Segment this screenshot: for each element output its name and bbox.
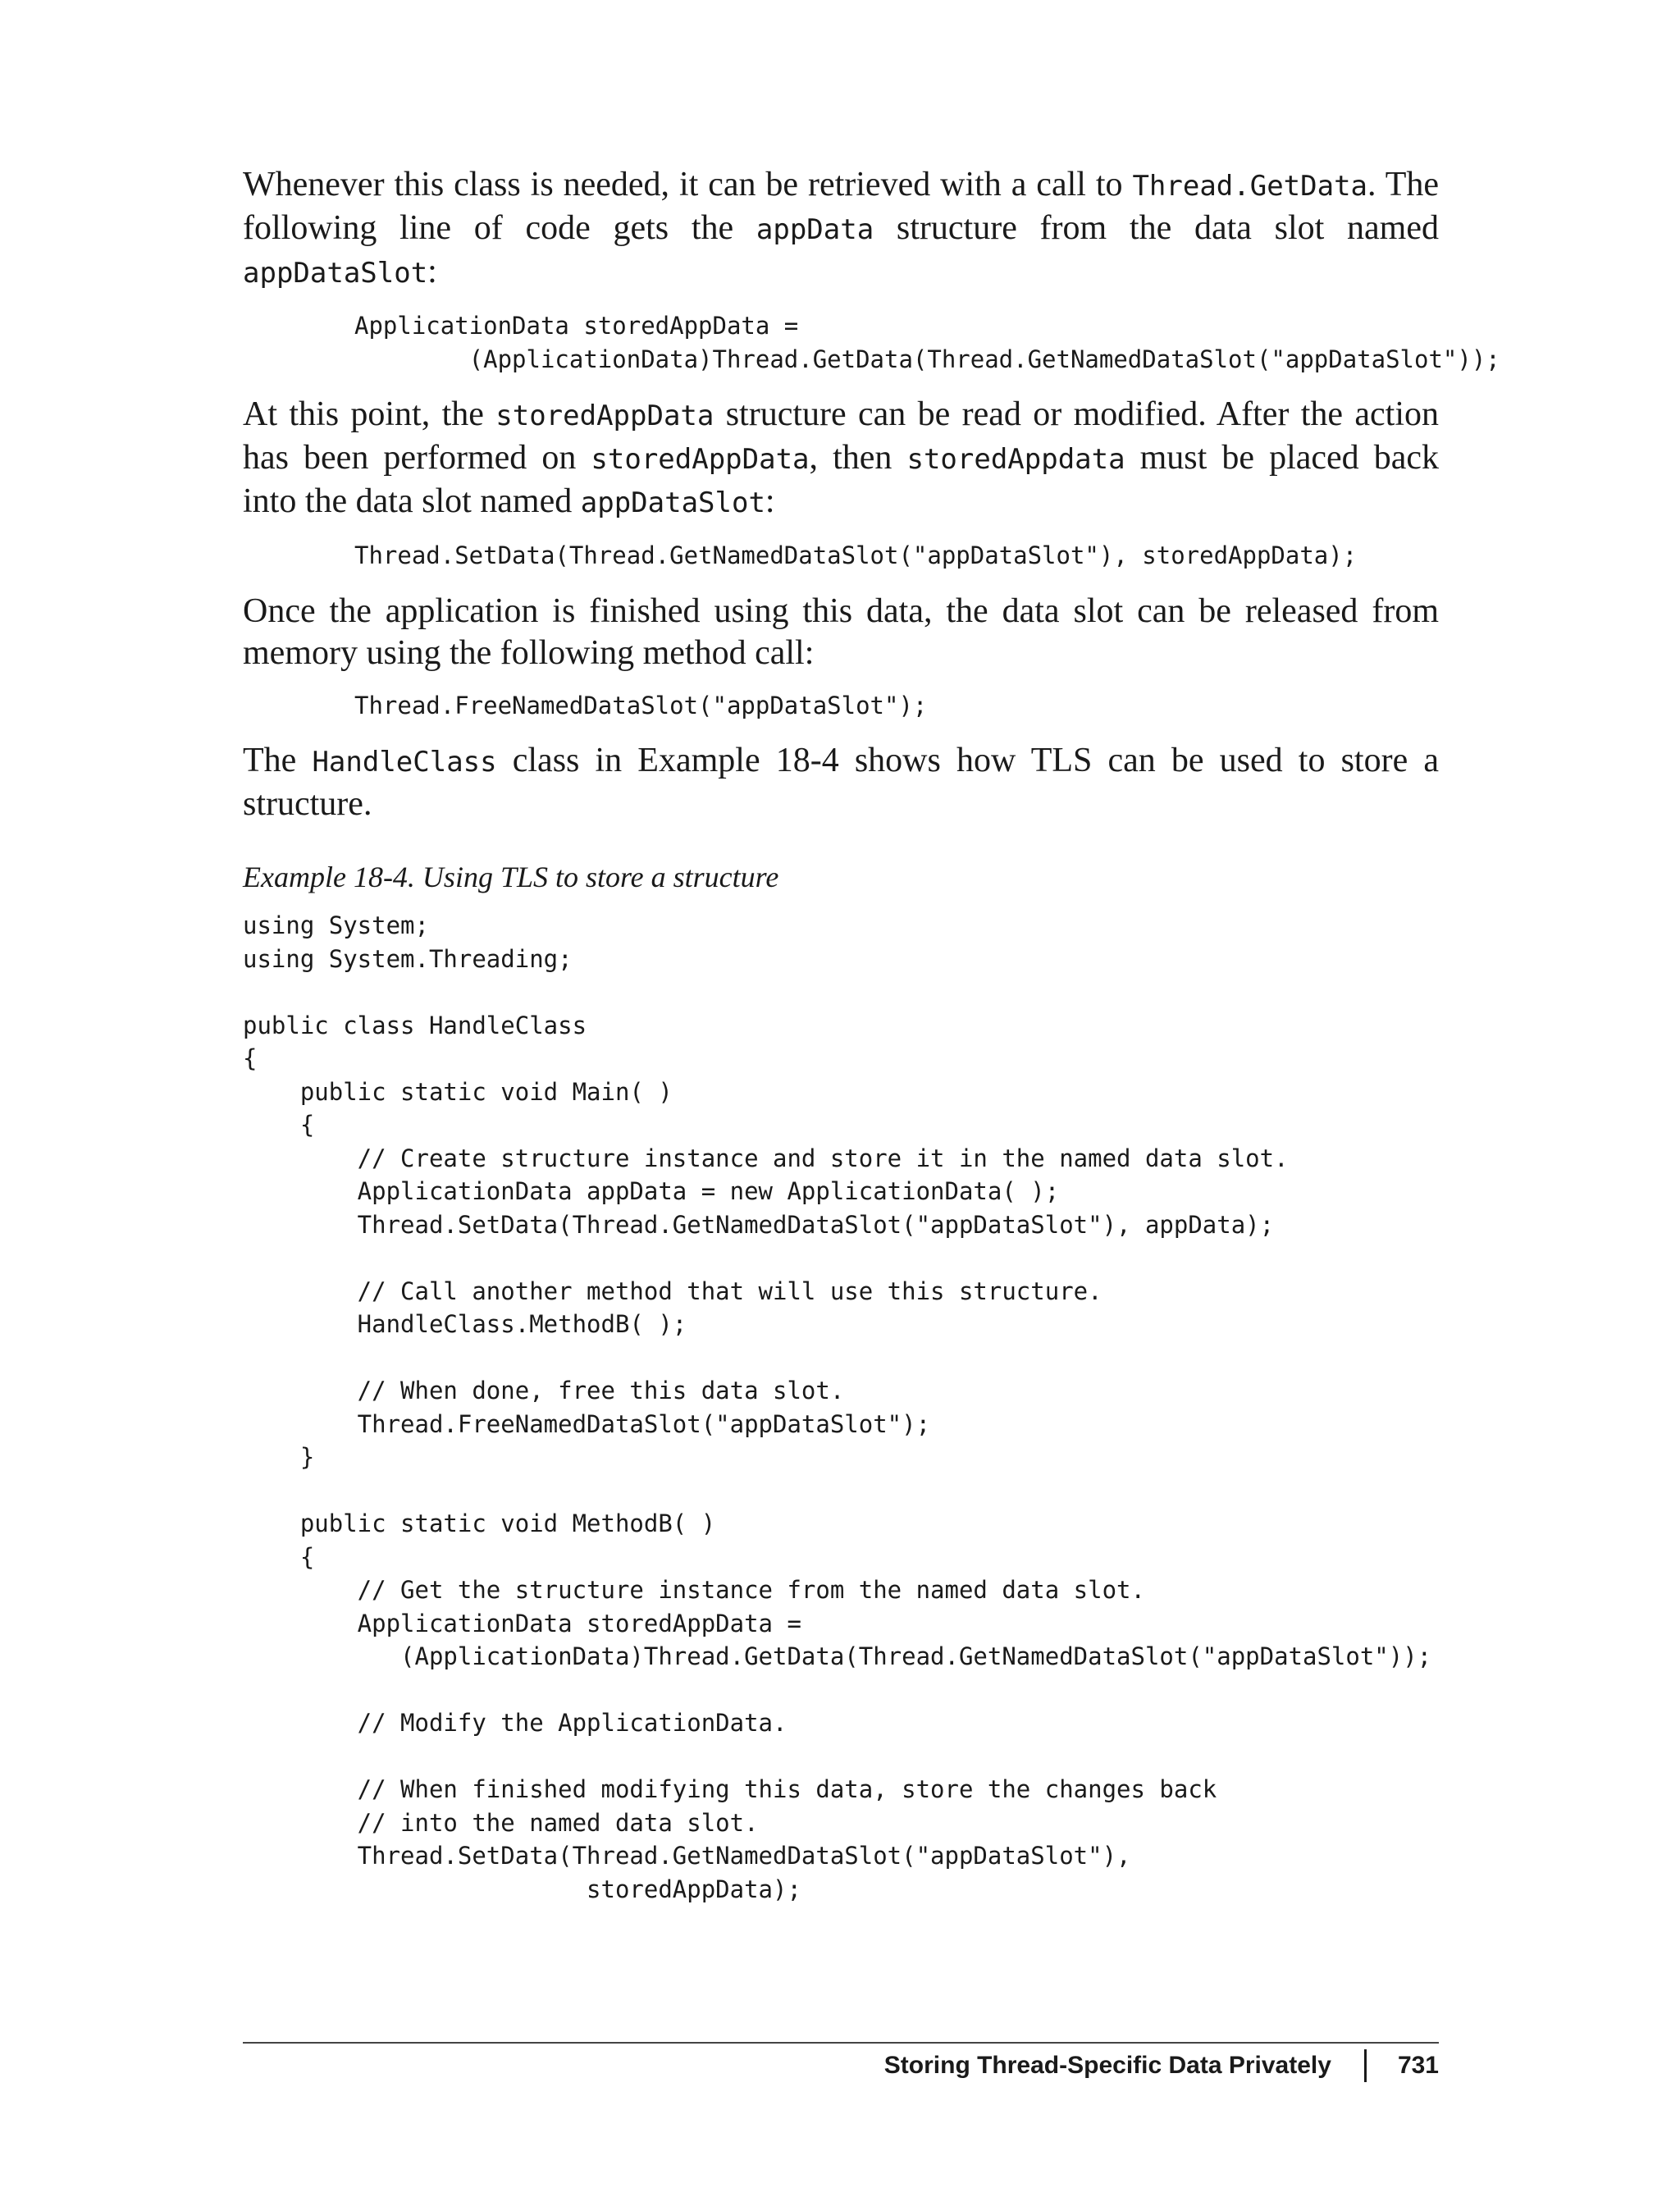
inline-code: appDataSlot bbox=[580, 486, 765, 519]
paragraph-handleclass bbox=[243, 740, 1439, 825]
inline-code: appDataSlot bbox=[243, 257, 428, 290]
page-content bbox=[243, 164, 1500, 1906]
text-run: structure from the data slot named bbox=[874, 209, 1439, 247]
footer-divider bbox=[243, 2042, 1439, 2044]
paragraph-release: Once the application is finished using this data, the data slot can be released from memory using the following method call: bbox=[243, 591, 1439, 672]
text-run: : bbox=[427, 253, 437, 290]
running-footer-title: Storing Thread-Specific Data Privately bbox=[883, 2052, 1331, 2079]
text-run: Whenever this class is needed, it can be retrieved with a call to bbox=[243, 166, 1133, 203]
text-run: structure can be read or modified. After the action has been performed on bbox=[243, 395, 1440, 477]
code-snippet-setdata: Thread.SetData(Thread.GetNamedDataSlot("appDataSlot"), storedAppData); bbox=[354, 541, 1358, 569]
text-run: . The following line of code gets the bbox=[243, 166, 1439, 247]
text-run: must be placed back into the data slot named bbox=[243, 439, 1440, 520]
inline-code: storedAppData bbox=[495, 400, 714, 432]
paragraph-modify bbox=[243, 394, 1439, 524]
example-code-listing: using System; using System.Threading; public class HandleClass { public static void Main( ) { // Create structure instance and store it in the named data slot. ApplicationData appData = new ApplicationData( ); Thread.SetData(Thread.GetNamedDataSlot("appDataSlot"), appData); // Call another method that will use this structure. HandleClass.MethodB( ); // When done, free this data slot. Thread.FreeNamedDataSlot("appDataSlot"); } public static void MethodB( ) { // Get the structure instance from the named data slot. ApplicationData storedAppData = (ApplicationData)Thread.GetData(Thread.GetNamedDataSlot("appDataSlot")); // Modify the ApplicationData. // When finished modifying this data, store the changes back // into the named data slot. Thread.SetData(Thread.GetNamedDataSlot("appDataSlot"), storedAppData); bbox=[243, 911, 1432, 1903]
page-number: 731 bbox=[1397, 2052, 1439, 2079]
inline-code: HandleClass bbox=[312, 746, 497, 779]
paragraph-getdata bbox=[243, 164, 1439, 295]
inline-code: storedAppData bbox=[591, 443, 810, 476]
footer-separator bbox=[1364, 2049, 1367, 2082]
text-run: : bbox=[765, 482, 775, 520]
text-run: , then bbox=[809, 439, 907, 477]
page-footer bbox=[884, 2049, 1439, 2082]
text-run: The bbox=[243, 742, 313, 779]
example-caption: Example 18-4. Using TLS to store a structure bbox=[243, 861, 779, 893]
text-run: At this point, the bbox=[243, 395, 496, 433]
inline-code: Thread.GetData bbox=[1132, 170, 1368, 203]
code-snippet-getdata: ApplicationData storedAppData = (ApplicationData)Thread.GetData(Thread.GetNamedDataSlot("appDataSlot")); bbox=[354, 312, 1500, 373]
inline-code: appData bbox=[756, 213, 874, 246]
code-snippet-free: Thread.FreeNamedDataSlot("appDataSlot"); bbox=[354, 691, 928, 719]
text-run: class in Example 18-4 shows how TLS can be used to store a structure. bbox=[243, 742, 1440, 823]
inline-code: storedAppdata bbox=[906, 443, 1125, 476]
